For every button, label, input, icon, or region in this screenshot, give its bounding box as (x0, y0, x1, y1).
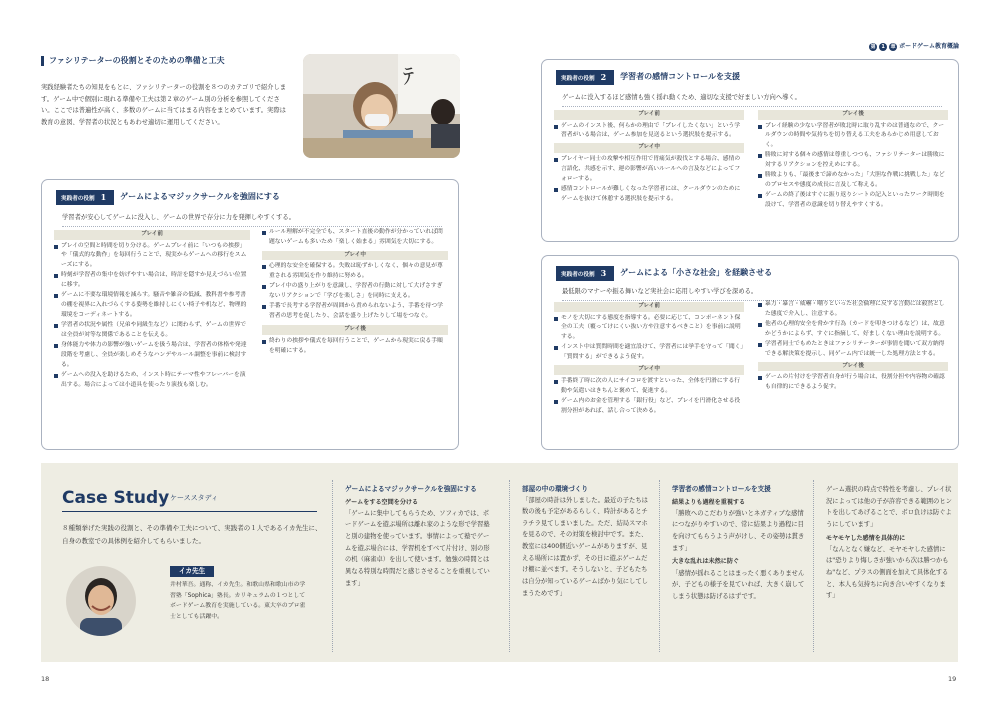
list-item: 手番で長考する学習者が周囲から責められないよう、手番を待つ学習者の思考を促したり、会話を盛り上げたりして場をつなぐ。 (262, 302, 448, 322)
phase-label: プレイ中 (554, 143, 744, 153)
list-item: プレイ中の盛り上がりを意識し、学習者の行動に対して大げさすぎないリアクションで「学びを楽しさ」を同時に支える。 (262, 282, 448, 302)
phase-label: プレイ前 (54, 230, 250, 240)
role-badge (556, 70, 614, 85)
phase-label: プレイ後 (262, 325, 448, 335)
phase-label: プレイ中 (262, 251, 448, 261)
list-item: 勝敗よりも、「最後まで諦めなかった」「大胆な作戦に挑戦した」などのプロセスや態度の成長に言及して称える。 (758, 171, 948, 191)
classroom-photo (303, 54, 460, 158)
divider (332, 480, 333, 652)
page-number-left: 18 (41, 675, 50, 683)
role-badge (56, 190, 114, 205)
list-item: 学習者の状況や属性（兄弟や同級生など）に関わらず、ゲームの世界では全員が対等な関係であることを伝える。 (54, 321, 250, 341)
case-subheading: 結果よりも過程を重視する (672, 498, 746, 506)
role-title: ゲームによるマジックサークルを強固にする (120, 192, 280, 202)
divider (62, 511, 317, 512)
avatar (66, 566, 136, 636)
case-study-title-jp: ケーススタディ (170, 494, 219, 502)
case-subheading: ゲームをする空間を分ける (345, 498, 419, 506)
role-number: 2 (598, 72, 610, 82)
section-title: ファシリテーターの役割とそのための準備と工夫 (41, 56, 225, 66)
chapter-label: ボードゲーム教育概論 (899, 43, 959, 50)
list-item: 他者の心理的安全を脅かす行為（カードを叩きつけるなど）は、故意かどうかによらず、すぐに指摘して、好ましくない理由を説明する。 (758, 320, 948, 340)
list-item: 感情コントロールが難しくなった学習者には、クールダウンのためにゲームを抜けて休憩する選択肢を提示する。 (554, 185, 744, 205)
divider (813, 480, 814, 652)
svg-text:ﾃ: ﾃ (403, 65, 415, 90)
left-column (554, 110, 744, 205)
list-item: ゲームに不要な環境情報を減らす。騒音や雑音の低減、教科書や参考書の棚を視界に入れづらくする姿勢を維持しにくい椅子や机など、物理的環境をコーディネートする。 (54, 291, 250, 321)
case-text: 「部屋の時計は外しました。最近の子たちは数の後も予定があるらしく、時計があるとチラチラ見てしまいました。ただ、結局スマホを見るので、その対策を検討中です。また、教室には400個近いゲームがありますが、見える場所には置かず、その日に遊ぶゲームだけ棚に並べます。そうしないと、子どもたちは自分が知っているゲームばかり気にしてしまうためです」 (522, 496, 648, 597)
case-subheading: モヤモヤした感情を具体的に (826, 534, 906, 542)
list-item: プレイヤー同士の攻撃や相互作用で胃痛気が殺伐とする場合、感情の言語化、共感を示す、運の影響が高いルールへの言及などによってフォローする。 (554, 155, 744, 185)
role-box-2 (541, 59, 959, 242)
list-item: 学習者同士でもめたときはファシリテーターが事情を聞いて双方納得できる解決策を提示し、同ゲーム内では統一した処理方法とする。 (758, 340, 948, 360)
list-item: 勝敗に対する個々の感情は尊重しつつも、ファシリテーターは勝敗に対するリアクションを控えめにする。 (758, 151, 948, 171)
divider (659, 480, 660, 652)
chapter-suffix: 章 (890, 44, 896, 51)
teacher-profile: 井村華吾。通称、イカ先生。和歌山県和歌山市の学習塾「Sophica」塾長。カリキュラムの１つとしてボードゲーム教育を実施している。東大卒のプロ雀士としても活躍中。 (170, 582, 306, 620)
case-text: 「ゲームに集中してもらうため、ソフィカでは、ボードゲームを遊ぶ場所は離れ家のような形で学習塾と別の建物を使っています。事情によって塾でゲームを遊ぶ場合には、学習机をすべて片付け、別の形の机（麻雀卓）を出して使います。勉強の時間とは異なる特別な時間だと感じさせることを重視しています」 (345, 509, 490, 587)
right-column (758, 110, 948, 211)
case-subheading: 大きな乱れは未然に防ぐ (672, 558, 740, 566)
list-item: ゲームの終了後はすぐに振り返りシートの記入といったワーク時間を設けて、学習者の意識を切り替えやすくする。 (758, 191, 948, 211)
case-column-1 (345, 484, 495, 589)
chapter-number: 1 (879, 43, 887, 51)
phase-label: プレイ前 (554, 302, 744, 312)
list-item: 身体能力や体力の影響が強いゲームを扱う場合は、学習者の体格や発達段階を考慮し、全員が楽しめそうなハンデやルール調整を事前に検討する。 (54, 341, 250, 371)
teacher-name: イカ先生 (170, 566, 214, 577)
list-item: 心理的な安全を確保する。失敗は恥ずかしくなく、個々の意見が尊重される雰囲気を作り維持に努める。 (262, 262, 448, 282)
case-column-3 (672, 484, 806, 603)
list-item: 暴力・暴言・威嚇・嘲りといった社会倫理に反する言動には毅然とした態度で介入し、注意する。 (758, 300, 948, 320)
role-badge (556, 266, 614, 281)
case-study-intro: ８種類挙げた実践の役割と、その準備や工夫について、実践者の１人であるイカ先生に、自身の教室での具体例を紹介してもらいました。 (62, 524, 322, 545)
role-subtitle: 最低限のマナーや振る舞いなど実社会に応用しやすい学びを深める。 (562, 286, 942, 301)
chapter-prefix: 第 (870, 44, 876, 51)
role-title: ゲームによる「小さな社会」を経験させる (620, 268, 773, 278)
role-label: 実践者の役割 (561, 272, 595, 278)
chapter-header (869, 42, 959, 53)
case-column-4 (826, 484, 954, 602)
role-box-header (56, 190, 280, 205)
case-heading: ゲームによるマジックサークルを強固にする (345, 485, 477, 493)
role-box-header (556, 70, 740, 85)
role-label: 実践者の役割 (561, 76, 595, 82)
phase-label: プレイ後 (758, 362, 948, 372)
list-item: ルール理解が不完全でも、スタート直後の動作が分かっていれば問題ないゲームも多いため「楽しく始まる」雰囲気を大切にする。 (262, 228, 448, 248)
role-box-header (556, 266, 772, 281)
page-number-right: 19 (948, 675, 957, 683)
case-text: 「なんとなく嫌など、モヤモヤした感情には"恐りより悔しさが強いから次は勝つかもね"など、プラスの側面を加えて具体化すると、本人も気持ちに向き合いやすくなります」 (826, 545, 949, 600)
phase-label: プレイ中 (554, 365, 744, 375)
role-number: 3 (598, 268, 610, 278)
case-text: ゲーム選択の時点で特性を考慮し、プレイ状況によっては他の子が許容できる範囲のヒントを出してあげることで、ボロ負けは防ぐようにしています」 (826, 486, 952, 528)
phase-label: プレイ前 (554, 110, 744, 120)
right-column (758, 300, 948, 393)
role-box-3 (541, 255, 959, 450)
list-item: モノを大切にする態度を指導する。必要に応じて、コンポーネント保全の工夫（覆ってけにくい抜い方や注意するべきこと）を事前に説明する。 (554, 314, 744, 344)
role-number: 1 (98, 192, 110, 202)
list-item: ゲームのインスト後、何らかの理由で「プレイしたくない」という学習者がいる場合は、ゲーム参加を見送るという選択肢を提示する。 (554, 122, 744, 142)
list-item: インスト中は質問時間を適宜設けて、学習者には挙手を守って「聞く」「質問する」ができるよう促す。 (554, 343, 744, 363)
case-text: 「勝敗へのこだわりが強いとネガティブな感情につながりやすいので、常に結果より過程に目を向けてもらうよう声がけし、その姿勢は貫きます」 (672, 509, 805, 552)
right-column (262, 228, 448, 357)
phase-label: プレイ後 (758, 110, 948, 120)
case-heading: 学習者の感情コントロールを支援 (672, 485, 771, 493)
list-item: ゲーム内のお金を管理する「銀行役」など、プレイを円滑化させる役割分担があれば、話し合って決める。 (554, 397, 744, 417)
role-title: 学習者の感情コントロールを支援 (620, 72, 740, 82)
left-column (554, 302, 744, 417)
list-item: 終わりの挨拶や儀式を毎回行うことで、ゲームから現実に戻る手順を明確にする。 (262, 337, 448, 357)
list-item: ゲームの片付けを学習者自身が行う場合は、役割分担や内容物の確認も自律的にできるよう促す。 (758, 373, 948, 393)
list-item: 時刻が学習者の集中を妨げやすい場合は、時計を隠すか見えづらい位置に移す。 (54, 271, 250, 291)
list-item: ゲームへの没入を助けるため、インスト時にテーマ性やフレーバーを演出する。場合によっては小道具を使ったり演技も楽しむ。 (54, 371, 250, 391)
left-column (54, 230, 250, 391)
list-item: 手番終了時に次の人にサイコロを渡すといった、全体を円滑にする行動や気遣いはきちんと褒めて、促進する。 (554, 377, 744, 397)
case-text: 「感情が揺れることはまったく悪くありませんが、子どもの様子を見ていれば、大きく崩してしまう状態は防げるはずです。 (672, 569, 805, 600)
role-subtitle: ゲームに没入するほど感情も強く揺れ動くため、適切な支援で好ましい方向へ導く。 (562, 92, 942, 107)
list-item: プレイの空間と時間を切り分ける。ゲームプレイ前に「いつもの挨拶」や「儀式的な動作」を毎回行うことで、現実からゲームへの移行をスムーズにする。 (54, 242, 250, 272)
role-subtitle: 学習者が安心してゲームに没入し、ゲームの世界で存分に力を発揮しやすくする。 (62, 212, 442, 227)
role-box-1 (41, 179, 459, 450)
case-heading: 部屋の中の環境づくり (522, 485, 588, 493)
divider (509, 480, 510, 652)
role-label: 実践者の役割 (61, 196, 95, 202)
case-study-title: Case Study (62, 488, 170, 508)
intro-paragraph: 実践経験者たちの知見をもとに、ファシリテーターの役割を８つのカテゴリで紹介します。ゲーム中で個別に現れる準備や工夫は第２章のゲーム別の分析を参照してください。ここでは普遍性が高く、多数のゲームに当てはまる内容をまとめています。実際は教育の意図、学習者の状況ともあわせ適切に運用してください。 (41, 84, 287, 126)
list-item: プレイ経験の少ない学習者が敗北時に取り乱すのは普通なので、クールダウンの時間や気持ちを切り替える工夫をあらかじめ用意しておく。 (758, 122, 948, 152)
case-column-2 (522, 484, 650, 599)
